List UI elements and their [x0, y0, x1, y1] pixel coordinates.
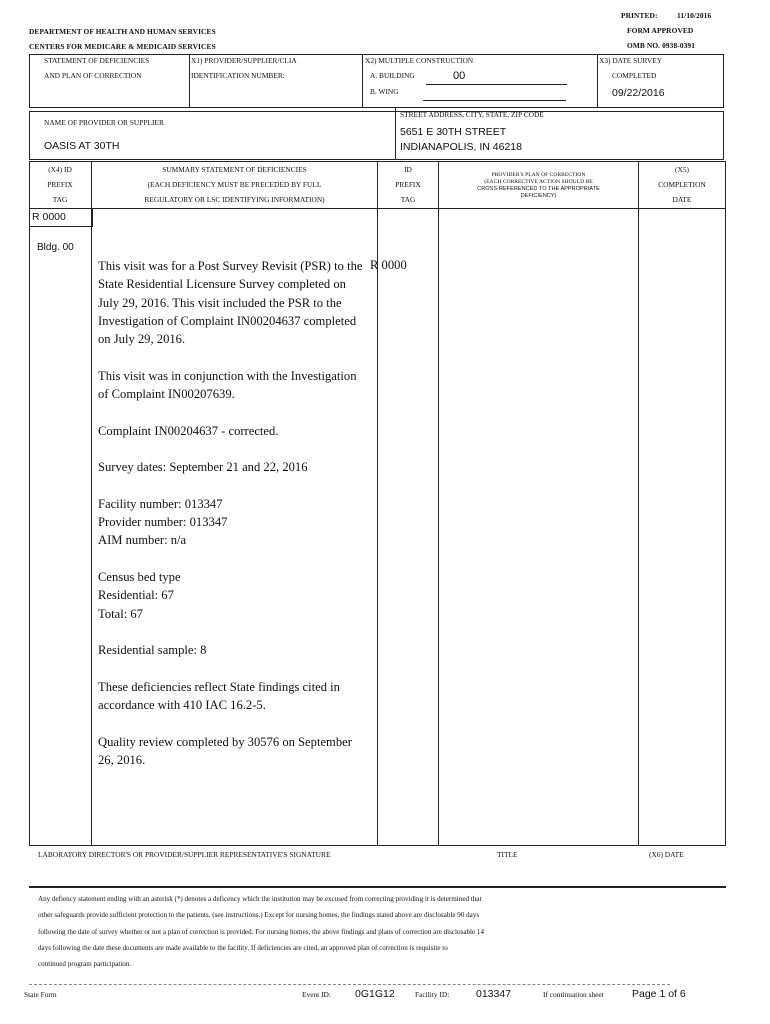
signature-rule — [29, 886, 726, 888]
summary-title: SUMMARY STATEMENT OF DEFICIENCIES — [162, 165, 307, 174]
column-divider — [438, 161, 439, 846]
provider-label: NAME OF PROVIDER OR SUPPLIER — [44, 118, 164, 127]
date-label: DATE — [672, 195, 692, 204]
paragraph-sample: Residential sample: 8 — [98, 643, 207, 658]
identification-label: IDENTIFICATION NUMBER: — [191, 71, 285, 80]
address-line-2: INDIANAPOLIS, IN 46218 — [400, 141, 522, 153]
completion-label: COMPLETION — [658, 180, 706, 189]
paragraph-census: Census bed type Residential: 67 Total: 67 — [98, 570, 181, 621]
plan-subtitle-1: (EACH CORRECTIVE ACTION SHOULD BE — [484, 179, 593, 185]
wing-label: B. WING — [370, 87, 399, 96]
x6-date-label: (X6) DATE — [649, 850, 684, 859]
summary-subtitle-2: REGULATORY OR LSC IDENTIFYING INFORMATION) — [144, 195, 325, 204]
event-id: 0G1G12 — [355, 988, 395, 1000]
date-completed: 09/22/2016 — [612, 87, 665, 99]
title-label: TITLE — [497, 850, 518, 859]
plan-subtitle-2: CROSS-REFERENCED TO THE APPROPRIATE — [477, 186, 600, 192]
address-line-1: 5651 E 30TH STREET — [400, 126, 507, 138]
facility-id-label: Facility ID: — [415, 990, 450, 999]
x1-label: X1) PROVIDER/SUPPLIER/CLIA — [191, 56, 297, 65]
left-tag: R 0000 — [32, 211, 66, 223]
right-tag: R 0000 — [370, 258, 407, 272]
x4-prefix-label: PREFIX — [47, 180, 73, 189]
divider — [362, 54, 363, 108]
id-label: ID — [404, 165, 412, 174]
id-prefix-label: PREFIX — [395, 180, 421, 189]
form-approved: FORM APPROVED — [627, 26, 694, 35]
paragraph-findings: These deficiencies reflect State findings cited in accordance with 410 IAC 16.2-5. — [98, 679, 340, 713]
building-label: A. BUILDING — [370, 71, 415, 80]
wing-underline — [423, 100, 566, 101]
completed-label: COMPLETED — [612, 71, 657, 80]
state-form-label: State Form — [24, 990, 57, 999]
divider — [395, 108, 396, 160]
footnote-line: days following the date these documents are made available to the facility. If deficiencies are cited, an approved plan of correction is requisite to — [38, 943, 448, 952]
building-tag: Bldg. 00 — [37, 242, 74, 253]
summary-statement — [98, 257, 366, 788]
address-label: STREET ADDRESS, CITY, STATE, ZIP CODE — [400, 110, 544, 119]
footnote-line: following the date of survey whether or not a plan of correction is provided. For nursing homes, the above findings and plans of correction are disclosable 14 — [38, 927, 484, 936]
printed-label: PRINTED: — [621, 11, 658, 20]
plan-title: PROVIDER'S PLAN OF CORRECTION — [491, 172, 586, 178]
x5-label: (X5) — [675, 165, 689, 174]
statement-label: STATEMENT OF DEFICIENCIES — [44, 56, 150, 65]
omb-number: OMB NO. 0938-0391 — [627, 41, 696, 50]
column-divider — [638, 161, 639, 846]
x4-tag-label: TAG — [52, 195, 68, 204]
x4-label: (X4) ID — [48, 165, 72, 174]
id-tag-label: TAG — [400, 195, 416, 204]
divider — [597, 54, 598, 108]
footer-rule — [29, 984, 670, 985]
continuation-label: If continuation sheet — [543, 990, 604, 999]
paragraph-complaint: Complaint IN00204637 - corrected. — [98, 423, 279, 438]
department-name: DEPARTMENT OF HEALTH AND HUMAN SERVICES — [29, 27, 216, 36]
x3-label: X3) DATE SURVEY — [599, 56, 663, 65]
facility-id: 013347 — [476, 988, 512, 1000]
event-id-label: Event ID: — [302, 990, 331, 999]
column-divider — [91, 161, 92, 846]
summary-subtitle: (EACH DEFICIENCY MUST BE PRECEDED BY FULL — [147, 180, 322, 189]
footnote-line: Any defiency statement ending with an asterisk (*) denotes a deficency which the institution may be excused from correcting providing it is determined that — [38, 895, 482, 903]
footnote-line: other safeguards provide sufficient protection to the patients. (see instructions.) Except for nursing homes, the findings stated above are disclosable 90 days — [38, 911, 480, 920]
centers-name: CENTERS FOR MEDICARE & MEDICAID SERVICES — [29, 42, 216, 51]
building-underline — [426, 84, 567, 85]
paragraph-facility: Facility number: 013347 Provider number: 013347 AIM number: n/a — [98, 496, 228, 548]
divider — [189, 54, 190, 108]
printed-date: 11/10/2016 — [677, 11, 712, 20]
page-number: Page 1 of 6 — [632, 988, 686, 1000]
paragraph-quality-review: Quality review completed by 30576 on September 26, 2016. — [98, 734, 352, 768]
paragraph-visit: This visit was for a Post Survey Revisit (PSR) to the State Residential Licensure Survey completed on July 29, 2016. This visit included the PSR to the Investigation of Complaint IN00204637 completed on July 29, 2016. — [98, 259, 363, 347]
disclosure-footnote — [38, 891, 718, 972]
provider-name: OASIS AT 30TH — [44, 140, 120, 152]
paragraph-conjunction: This visit was in conjunction with the Investigation of Complaint IN00207639. — [98, 368, 357, 402]
paragraph-survey-dates: Survey dates: September 21 and 22, 2016 — [98, 460, 308, 475]
director-signature-label: LABORATORY DIRECTOR'S OR PROVIDER/SUPPLIER REPRESENTATIVE'S SIGNATURE — [38, 850, 331, 859]
x2-label: X2) MULTIPLE CONSTRUCTION — [365, 56, 474, 65]
building-value: 00 — [453, 70, 466, 82]
footnote-line: continued program participation. — [38, 960, 132, 969]
plan-of-correction-label: AND PLAN OF CORRECTION — [44, 71, 142, 80]
plan-subtitle-3: DEFICIENCY) — [520, 193, 557, 199]
